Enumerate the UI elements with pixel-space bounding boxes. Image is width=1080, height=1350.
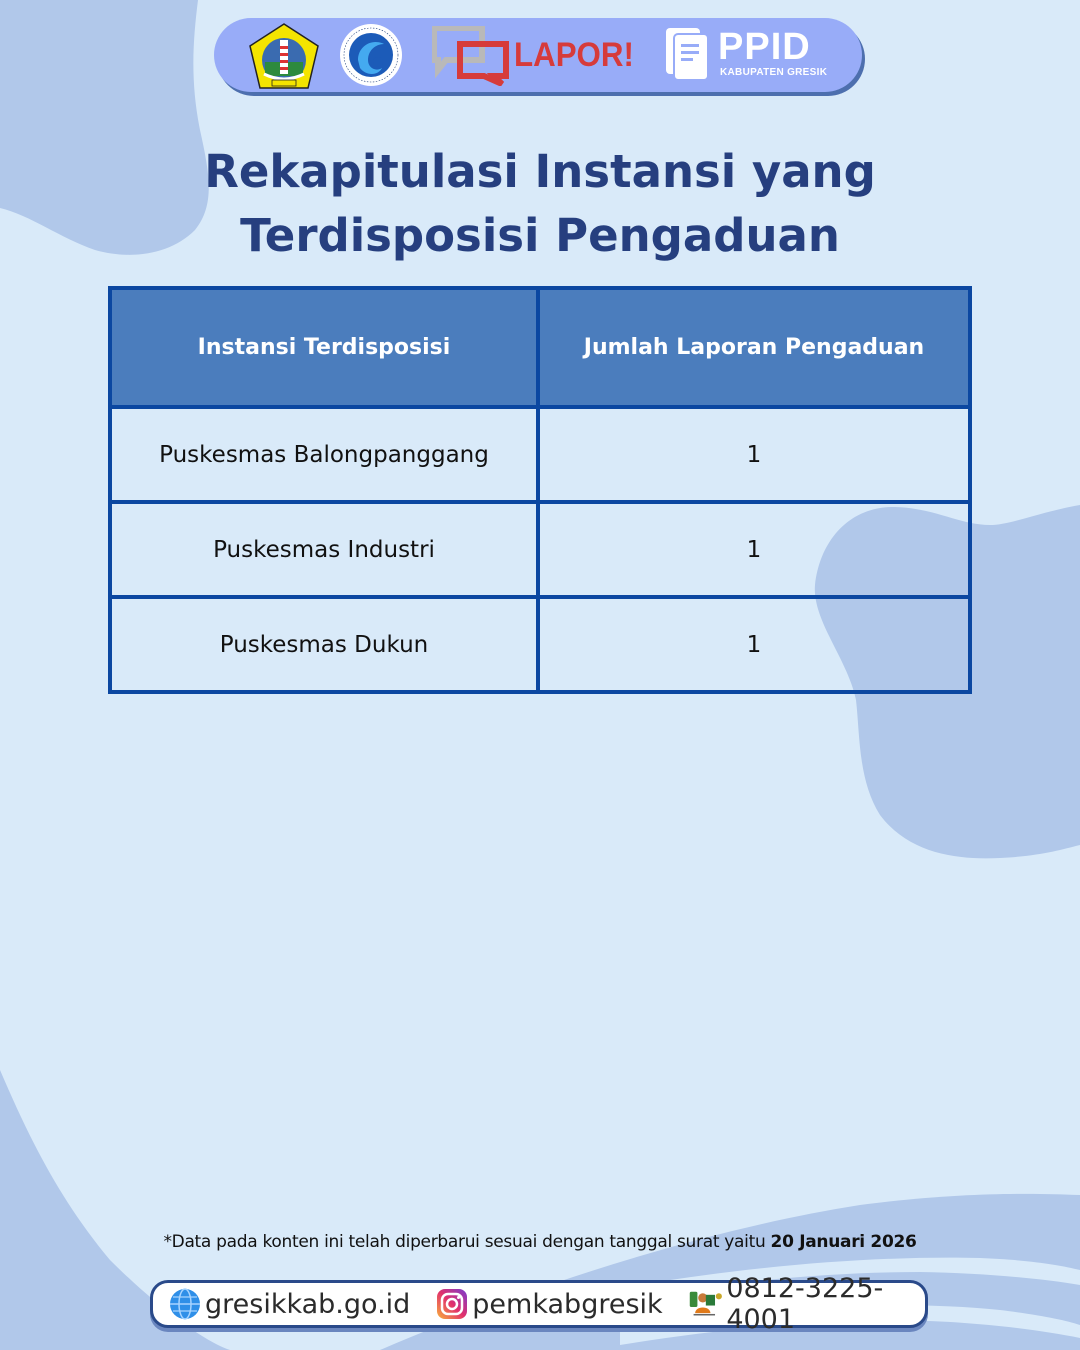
- gresik-emblem-icon: [248, 22, 320, 90]
- lapor-logo: [432, 26, 642, 86]
- cell-jumlah: 1: [538, 407, 970, 502]
- phone-text: 0812-3225-4001: [726, 1273, 884, 1335]
- lapor-wordmark: LAPOR!: [514, 36, 634, 74]
- chat-bubbles-icon: [432, 26, 512, 86]
- kominfo-logo-icon: [338, 22, 404, 88]
- cell-instansi: Puskesmas Balongpanggang: [110, 407, 538, 502]
- table-row: [110, 597, 970, 692]
- title-line-1: Rekapitulasi Instansi yang: [204, 145, 876, 198]
- cell-jumlah: 1: [538, 502, 970, 597]
- document-icon: [664, 26, 712, 82]
- instagram-link[interactable]: [436, 1288, 662, 1320]
- instagram-text: pemkabgresik: [472, 1288, 663, 1320]
- update-footnote: [0, 1232, 1080, 1252]
- ppid-subtitle: KABUPATEN GRESIK: [720, 67, 828, 78]
- page-title: [0, 140, 1080, 268]
- cell-jumlah: 1: [538, 597, 970, 692]
- website-text: gresikkab.go.id: [205, 1288, 411, 1320]
- footnote-date: 20 Januari 2026: [770, 1232, 917, 1252]
- table-row: [110, 407, 970, 502]
- phone-link[interactable]: [689, 1273, 899, 1335]
- website-link[interactable]: [169, 1288, 410, 1320]
- ppid-logo: [664, 26, 854, 86]
- table-row: [110, 502, 970, 597]
- header-instansi: Instansi Terdisposisi: [110, 288, 538, 407]
- cell-instansi: Puskesmas Dukun: [110, 597, 538, 692]
- lapor-gus-icon: [689, 1286, 723, 1322]
- cell-instansi: Puskesmas Industri: [110, 502, 538, 597]
- logo-bar: [214, 18, 862, 92]
- header-jumlah: Jumlah Laporan Pengaduan: [538, 288, 970, 407]
- contact-bar: [150, 1273, 928, 1335]
- globe-icon: [169, 1288, 201, 1320]
- table-header-row: [110, 288, 970, 407]
- recap-table: [108, 286, 972, 694]
- ppid-wordmark: PPID: [718, 26, 811, 68]
- title-line-2: Terdisposisi Pengaduan: [240, 209, 840, 262]
- instagram-icon: [436, 1288, 468, 1320]
- footnote-text: *Data pada konten ini telah diperbarui sesuai dengan tanggal surat yaitu: [163, 1232, 771, 1252]
